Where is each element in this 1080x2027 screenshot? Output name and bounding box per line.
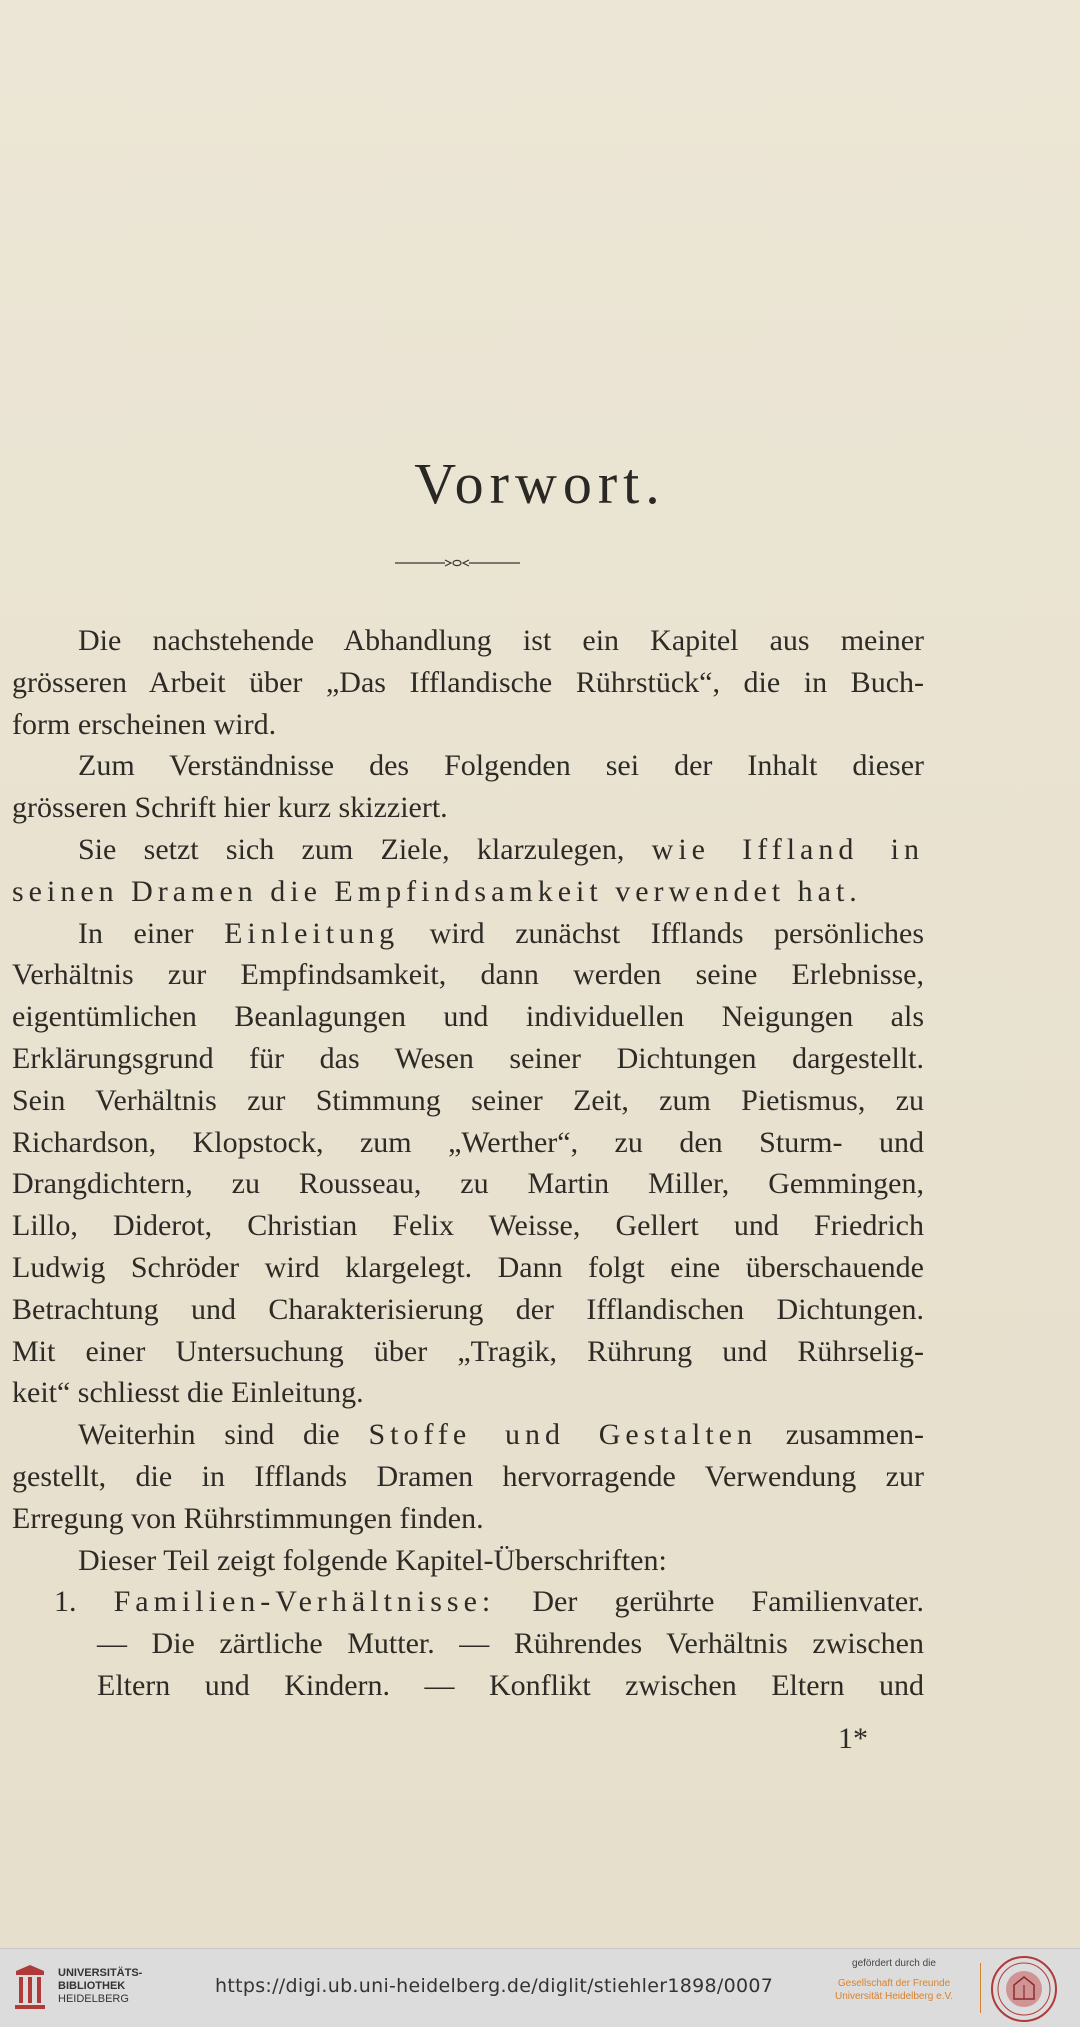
text-line: Richardson, Klopstock, zum „Werther“, zu den Sturm- und <box>12 1125 924 1159</box>
text-line: Weiterhin sind die Stoffe und Gestalten zusammen- <box>78 1418 925 1452</box>
text-line: keit“ schliesst die Einleitung. <box>12 1376 364 1410</box>
sponsor-credit: gefördert durch die Gesellschaft der Freunde Universität Heidelberg e.V. <box>834 1958 954 2002</box>
signature-mark: 1* <box>838 1722 868 1755</box>
body-text <box>12 620 924 1707</box>
text-line: Eltern und Kindern. — Konflikt zwischen Eltern und <box>97 1668 924 1702</box>
text-line: Verhältnis zur Empfindsamkeit, dann werden seine Erlebnisse, <box>12 958 924 992</box>
text-line: seinen Dramen die Empfindsamkeit verwendet hat. <box>12 874 862 908</box>
list-item: 1. Familien-Verhältnisse: Der gerührte Familienvater. <box>54 1585 924 1619</box>
page-title: Vorwort. <box>414 451 666 516</box>
spaced-text: Einleitung <box>224 916 400 950</box>
text-line: Sein Verhältnis zur Stimmung seiner Zeit, zum Pietismus, zu <box>12 1083 924 1117</box>
text-line: grösseren Arbeit über „Das Ifflandische Rührstück“, die in Buch- <box>12 665 924 699</box>
text-line: Mit einer Untersuchung über „Tragik, Rührung und Rührselig- <box>12 1334 924 1368</box>
text-line: gestellt, die in Ifflands Dramen hervorragende Verwendung zur <box>12 1459 924 1493</box>
text-line: Betrachtung und Charakterisierung der Ifflandischen Dichtungen. <box>12 1292 924 1326</box>
library-name: UNIVERSITÄTS- BIBLIOTHEK HEIDELBERG <box>58 1967 143 2005</box>
spaced-text: wie Iffland in <box>651 832 925 866</box>
text-line: form erscheinen wird. <box>12 707 277 741</box>
text-line: Die nachstehende Abhandlung ist ein Kapitel aus meiner <box>78 624 924 657</box>
university-seal-icon <box>990 1955 1058 2023</box>
library-logo-icon <box>10 1963 50 2013</box>
text-line: Dieser Teil zeigt folgende Kapitel-Überschriften: <box>78 1543 667 1577</box>
text-line: eigentümlichen Beanlagungen und individuellen Neigungen als <box>12 1000 924 1034</box>
text-line: Zum Verständnisse des Folgenden sei der Inhalt dieser <box>78 749 924 783</box>
footer-bar <box>0 1948 1080 2027</box>
spaced-text: Familien-Verhältnisse: <box>113 1585 496 1619</box>
ornament-divider <box>395 556 520 570</box>
permalink-url[interactable]: https://digi.ub.uni-heidelberg.de/diglit/stiehler1898/0007 <box>215 1975 774 1997</box>
text-line: Erklärungsgrund für das Wesen seiner Dichtungen dargestellt. <box>12 1041 924 1075</box>
text-line: Erregung von Rührstimmungen finden. <box>12 1501 484 1535</box>
footer-divider <box>980 1963 981 2013</box>
text-line: grösseren Schrift hier kurz skizziert. <box>12 791 448 825</box>
text-line: Lillo, Diderot, Christian Felix Weisse, Gellert und Friedrich <box>12 1209 924 1243</box>
text-line: In einer Einleitung wird zunächst Ifflands persönliches <box>78 916 925 950</box>
text-line: Sie setzt sich zum Ziele, klarzulegen, wie Iffland in <box>78 832 925 866</box>
spaced-text: Stoffe und Gestalten <box>368 1418 757 1452</box>
text-line: — Die zärtliche Mutter. — Rührendes Verhältnis zwischen <box>97 1627 924 1661</box>
text-line: Ludwig Schröder wird klargelegt. Dann folgt eine überschauende <box>12 1250 924 1284</box>
text-line: Drangdichtern, zu Rousseau, zu Martin Miller, Gemmingen, <box>12 1167 924 1201</box>
